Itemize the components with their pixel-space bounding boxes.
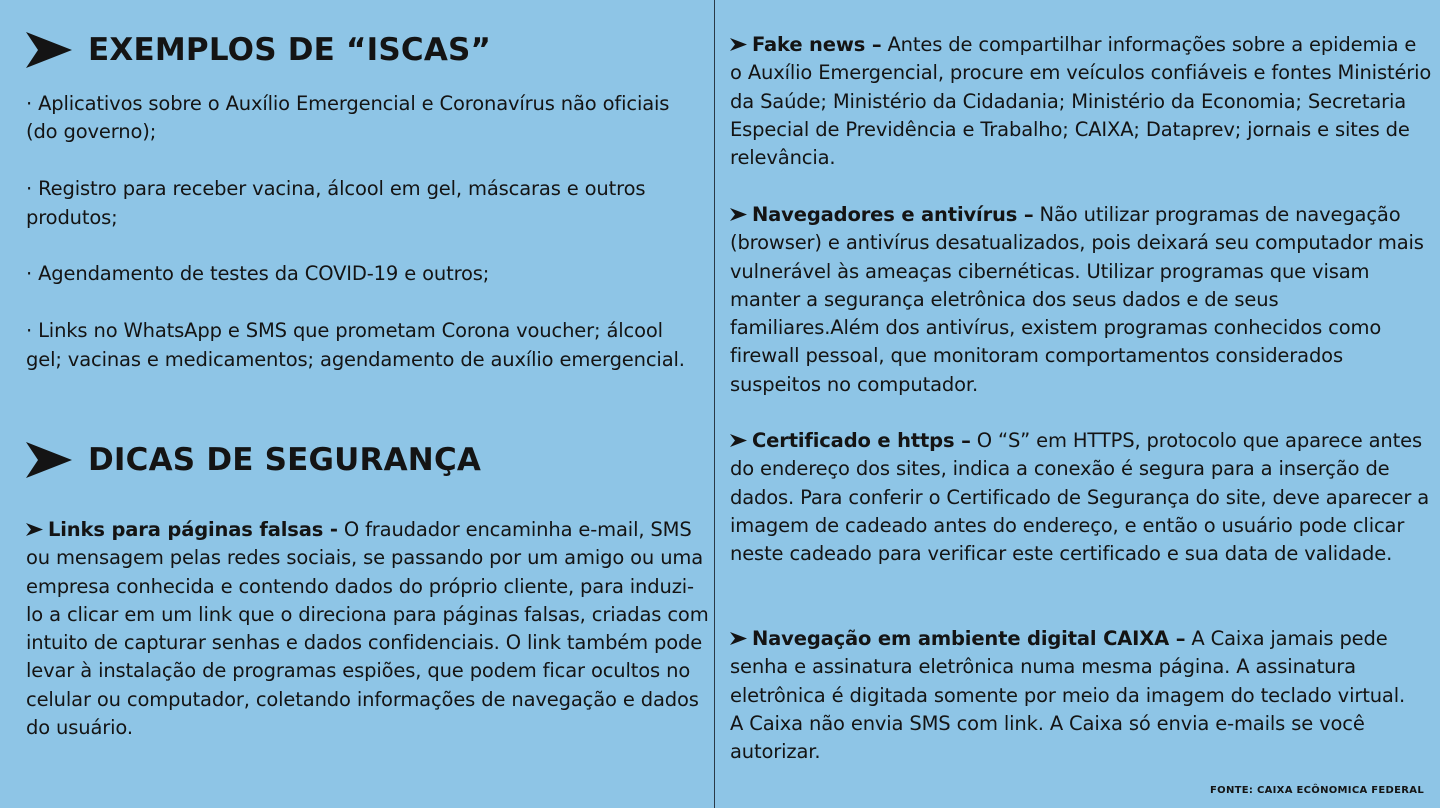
column-divider <box>714 0 715 808</box>
list-item: · Links no WhatsApp e SMS que prometam Corona voucher; álcool gel; vacinas e medicamentos; agendamento de auxílio emergencial. <box>26 319 685 371</box>
tips-heading <box>26 438 481 482</box>
tip-fake-links <box>26 516 710 742</box>
tips-heading-text: DICAS DE SEGURANÇA <box>88 442 482 478</box>
tip-body: Antes de compartilhar informações sobre a epidemia e o Auxílio Emergencial, procure em veículos confiáveis e fontes Ministério da Saúde; Ministério da Cidadania; Ministério da Economia; Secretaria Especial de Previdência e Trabalho; CAIXA; Dataprev; jornais e sites de relevância. <box>730 33 1432 170</box>
tip-body: A Caixa jamais pede senha e assinatura eletrônica numa mesma página. A assinatura eletrônica é digitada somente por meio da imagem do teclado virtual. A Caixa não envia SMS com link. A Caixa só envia e-mails se você autorizar. <box>730 627 1406 764</box>
arrowhead-icon <box>730 38 747 51</box>
arrow-right-icon <box>26 442 72 478</box>
list-item: · Aplicativos sobre o Auxílio Emergencial e Coronavírus não oficiais (do governo); <box>26 92 670 144</box>
tip-body: O “S” em HTTPS, protocolo que aparece antes do endereço dos sites, indica a conexão é segura para a inserção de dados. Para conferir o Certificado de Segurança do site, deve aparecer a imagem de cadeado antes do endereço, e então o usuário pode clicar neste cadeado para verificar este certificado e sua data de validade. <box>730 429 1430 566</box>
examples-list <box>26 90 698 402</box>
tip-title: Links para páginas falsas - <box>48 518 338 541</box>
arrowhead-icon <box>730 434 747 447</box>
tip-fake-news <box>730 31 1434 172</box>
tip-caixa-navigation <box>730 625 1420 766</box>
tip-certificate-https <box>730 427 1434 568</box>
list-item: · Registro para receber vacina, álcool em gel, máscaras e outros produtos; <box>26 177 646 229</box>
tip-title: Fake news – <box>752 33 882 56</box>
tip-browsers-antivirus <box>730 201 1430 399</box>
source-credit: FONTE: CAIXA ECÔNOMICA FEDERAL <box>1210 785 1424 796</box>
tip-body: Não utilizar programas de navegação (browser) e antivírus desatualizados, pois deixará seu computador mais vulnerável às ameaças cibernéticas. Utilizar programas que visam manter a segurança eletrônica dos seus dados e de seus familiares.Além dos antivírus, existem programas conhecidos como firewall pessoal, que monitoram comportamentos considerados suspeitos no computador. <box>730 203 1424 396</box>
examples-heading-text: EXEMPLOS DE “ISCAS” <box>88 32 492 68</box>
examples-heading <box>26 28 491 72</box>
tip-title: Navegadores e antivírus – <box>752 203 1034 226</box>
arrow-right-icon <box>26 32 72 68</box>
list-item: · Agendamento de testes da COVID-19 e outros; <box>26 262 490 286</box>
tip-title: Certificado e https – <box>752 429 971 452</box>
tip-body: O fraudador encaminha e-mail, SMS ou mensagem pelas redes sociais, se passando por um amigo ou uma empresa conhecida e contendo dados do próprio cliente, para induzi-lo a clicar em um link que o direciona para páginas falsas, criadas com intuito de capturar senhas e dados confidenciais. O link também pode levar à instalação de programas espiões, que podem ficar ocultos no celular ou computador, coletando informações de navegação e dados do usuário. <box>26 518 709 740</box>
tip-title: Navegação em ambiente digital CAIXA – <box>752 627 1186 650</box>
arrowhead-icon <box>730 632 747 645</box>
arrowhead-icon <box>730 208 747 221</box>
arrowhead-icon <box>26 523 43 536</box>
